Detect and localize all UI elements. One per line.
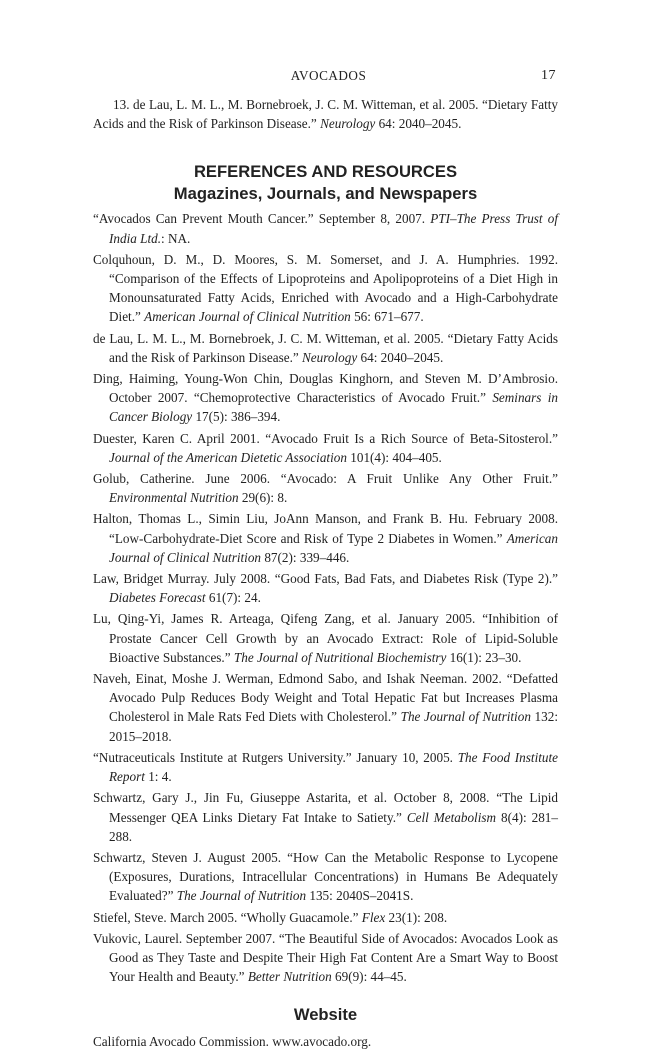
reference-entry: Schwartz, Steven J. August 2005. “How Can the Metabolic Response to Lycopene (Exposures, Durations, Intracellular Concentrations) in Humans Be Adequately Evaluated?” The Journal of Nutrition 135: 2040S–2041S. <box>93 849 558 904</box>
reference-entry: Stiefel, Steve. March 2005. “Wholly Guacamole.” Flex 23(1): 208. <box>93 909 448 925</box>
reference-entry: Vukovic, Laurel. September 2007. “The Beautiful Side of Avocados: Avocados Look as Good as They Taste and Despite Their High Fat Content Are a Smart Way to Boost Your Health and Beauty.” Better Nutrition 69(9): 44–45. <box>93 930 558 985</box>
reference-entry: Golub, Catherine. June 2006. “Avocado: A Fruit Unlike Any Other Fruit.” Environmental Nutrition 29(6): 8. <box>93 471 558 506</box>
website-entry: California Avocado Commission. www.avocado.org. <box>93 1034 372 1050</box>
endnote-13: 13. de Lau, L. M. L., M. Bornebroek, J. C. M. Witteman, et al. 2005. “Dietary Fatty Acids and the Risk of Parkinson Disease.” Neurology 64: 2040–2045. <box>93 97 558 132</box>
running-head-title: AVOCADOS <box>290 68 367 83</box>
reference-entry: Naveh, Einat, Moshe J. Werman, Edmond Sabo, and Ishak Neeman. 2002. “Defatted Avocado Pulp Reduces Body Weight and Total Hepatic Fat but Increases Plasma Cholesterol in Male Rats Fed Diets with Cholesterol.” The Journal of Nutrition 132: 2015–2018. <box>93 671 558 744</box>
section-heading: REFERENCES AND RESOURCES <box>193 162 458 182</box>
reference-entry: Halton, Thomas L., Simin Liu, JoAnn Manson, and Frank B. Hu. February 2008. “Low-Carbohydrate-Diet Score and Risk of Type 2 Diabetes in Women.” American Journal of Clinical Nutrition 87(2): 339–446. <box>93 511 558 565</box>
reference-entry: “Avocados Can Prevent Mouth Cancer.” September 8, 2007. PTI–The Press Trust of India Ltd.: NA. <box>93 211 558 246</box>
reference-entry: Ding, Haiming, Young-Won Chin, Douglas Kinghorn, and Steven M. D’Ambrosio. October 2007. “Chemoprotective Characteristics of Avocado Fruit.” Seminars in Cancer Biology 17(5): 386–394. <box>93 371 559 425</box>
reference-entry: Colquhoun, D. M., D. Moores, S. M. Somerset, and J. A. Humphries. 1992. “Comparison of the Effects of Lipoproteins and Apolipoproteins of a Diet High in Monounsaturated Fatty Acids, Enriched with Avocado and a High-Carbohydrate Diet.” American Journal of Clinical Nutrition 56: 671–677. <box>93 251 558 325</box>
subsection-heading: Magazines, Journals, and Newspapers <box>173 184 478 204</box>
endnote-source: Neurology <box>320 116 376 132</box>
page-content <box>93 95 558 1054</box>
reference-entry: “Nutraceuticals Institute at Rutgers University.” January 10, 2005. The Food Institute Report 1: 4. <box>93 749 559 785</box>
reference-entry: de Lau, L. M. L., M. Bornebroek, J. C. M. Witteman, et al. 2005. “Dietary Fatty Acids and the Risk of Parkinson Disease.” Neurology 64: 2040–2045. <box>93 330 558 365</box>
reference-entry: Duester, Karen C. April 2001. “Avocado Fruit Is a Rich Source of Beta-Sitosterol.” Journal of the American Dietetic Association 101(4): 404–405. <box>93 430 558 465</box>
page-number: 17 <box>541 68 556 83</box>
reference-entry: Lu, Qing-Yi, James R. Arteaga, Qifeng Zang, et al. January 2005. “Inhibition of Prostate Cancer Cell Growth by an Avocado Extract: Role of Lipid-Soluble Bioactive Substances.” The Journal of Nutritional Biochemistry 16(1): 23–30. <box>93 611 558 665</box>
reference-entry: Schwartz, Gary J., Jin Fu, Giuseppe Astarita, et al. October 8, 2008. “The Lipid Messenger QEA Links Dietary Fat Intake to Satiety.” Cell Metabolism 8(4): 281–288. <box>93 790 558 844</box>
running-head <box>0 68 657 86</box>
website-heading: Website <box>293 1005 358 1025</box>
reference-entry: Law, Bridget Murray. July 2008. “Good Fats, Bad Fats, and Diabetes Risk (Type 2).” Diabetes Forecast 61(7): 24. <box>93 571 558 606</box>
reference-list <box>93 209 558 986</box>
